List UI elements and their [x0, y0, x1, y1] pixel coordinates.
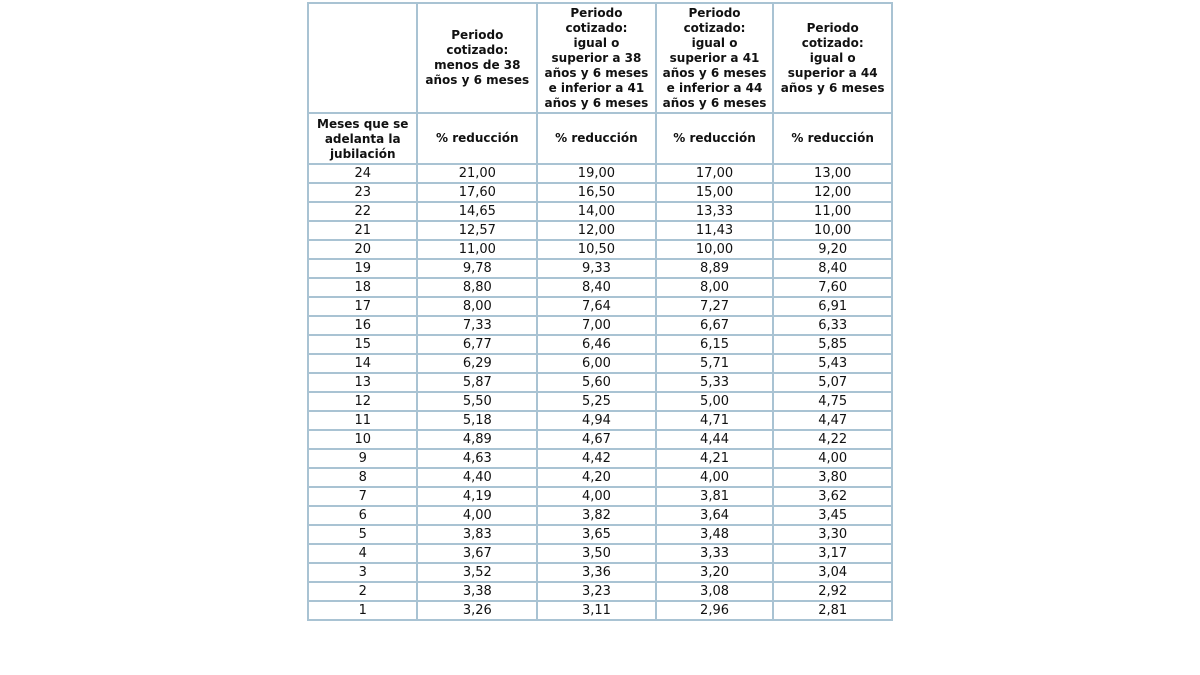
- column-header-line: años y 6 meses: [425, 73, 530, 87]
- subheader-cell: % reducción: [656, 113, 774, 164]
- column-header-line: cotizado:: [683, 20, 746, 35]
- column-header-line: superior a 44: [787, 65, 878, 80]
- reduction-cell: 4,22: [773, 430, 892, 449]
- column-header-line: superior a 41: [669, 50, 760, 65]
- reduction-cell: 5,43: [773, 354, 892, 373]
- months-cell: 12: [308, 392, 417, 411]
- reduction-cell: 8,00: [656, 278, 774, 297]
- months-cell: 21: [308, 221, 417, 240]
- months-cell: 19: [308, 259, 417, 278]
- reduction-cell: 12,00: [773, 183, 892, 202]
- reduction-cell: 3,08: [656, 582, 774, 601]
- reduction-cell: 4,47: [773, 411, 892, 430]
- column-header-line: años y 6 meses: [544, 95, 649, 110]
- reduction-cell: 11,43: [656, 221, 774, 240]
- reduction-cell: 5,07: [773, 373, 892, 392]
- months-cell: 11: [308, 411, 417, 430]
- reduction-cell: 3,11: [537, 601, 656, 620]
- reduction-cell: 14,00: [537, 202, 656, 221]
- reduction-cell: 17,00: [656, 164, 774, 183]
- reduction-cell: 2,92: [773, 582, 892, 601]
- column-header-line: años y 6 meses: [780, 80, 885, 95]
- column-header-line: Periodo: [806, 20, 859, 35]
- table-row: [308, 411, 892, 430]
- reduction-cell: 3,30: [773, 525, 892, 544]
- reduction-cell: 7,00: [537, 316, 656, 335]
- reduction-cell: 4,00: [417, 506, 537, 525]
- months-cell: 22: [308, 202, 417, 221]
- reduction-cell: 6,15: [656, 335, 774, 354]
- row-label-header-line: Meses que se: [317, 117, 409, 131]
- column-header-line: Periodo: [688, 5, 741, 20]
- reduction-cell: 4,75: [773, 392, 892, 411]
- reduction-cell: 4,94: [537, 411, 656, 430]
- reduction-cell: 3,65: [537, 525, 656, 544]
- subheader-cell: % reducción: [773, 113, 892, 164]
- column-header-line: e inferior a 44: [666, 80, 763, 95]
- reduction-cell: 4,19: [417, 487, 537, 506]
- reduction-cell: 8,40: [537, 278, 656, 297]
- table-row: [308, 601, 892, 620]
- reduction-cell: 21,00: [417, 164, 537, 183]
- reduction-table: [307, 2, 893, 621]
- reduction-cell: 9,78: [417, 259, 537, 278]
- reduction-cell: 5,33: [656, 373, 774, 392]
- months-cell: 1: [308, 601, 417, 620]
- reduction-cell: 4,00: [656, 468, 774, 487]
- reduction-cell: 6,67: [656, 316, 774, 335]
- reduction-cell: 5,60: [537, 373, 656, 392]
- row-label-header-line: jubilación: [329, 147, 396, 161]
- table-row: [308, 506, 892, 525]
- months-cell: 14: [308, 354, 417, 373]
- reduction-cell: 4,44: [656, 430, 774, 449]
- months-cell: 15: [308, 335, 417, 354]
- months-cell: 8: [308, 468, 417, 487]
- reduction-cell: 13,33: [656, 202, 774, 221]
- reduction-cell: 12,57: [417, 221, 537, 240]
- reduction-cell: 4,00: [773, 449, 892, 468]
- reduction-cell: 9,20: [773, 240, 892, 259]
- months-cell: 7: [308, 487, 417, 506]
- table-row: [308, 430, 892, 449]
- column-header-line: menos de 38: [434, 58, 521, 72]
- reduction-cell: 3,26: [417, 601, 537, 620]
- corner-cell: [308, 3, 417, 113]
- reduction-cell: 11,00: [417, 240, 537, 259]
- column-header-line: cotizado:: [565, 20, 628, 35]
- column-header-line: años y 6 meses: [544, 65, 649, 80]
- column-header-line: Periodo: [451, 28, 504, 42]
- reduction-cell: 3,82: [537, 506, 656, 525]
- reduction-cell: 6,00: [537, 354, 656, 373]
- row-label-header-line: adelanta la: [324, 132, 401, 146]
- months-cell: 2: [308, 582, 417, 601]
- reduction-cell: 14,65: [417, 202, 537, 221]
- column-header-line: e inferior a 41: [548, 80, 645, 95]
- reduction-cell: 5,18: [417, 411, 537, 430]
- table-row: [308, 468, 892, 487]
- table-row: [308, 449, 892, 468]
- column-header: [417, 3, 537, 113]
- table-row: [308, 240, 892, 259]
- row-label-header: [308, 113, 417, 164]
- months-cell: 18: [308, 278, 417, 297]
- reduction-cell: 5,00: [656, 392, 774, 411]
- months-cell: 17: [308, 297, 417, 316]
- months-cell: 9: [308, 449, 417, 468]
- reduction-cell: 2,81: [773, 601, 892, 620]
- reduction-cell: 3,36: [537, 563, 656, 582]
- column-header-line: superior a 38: [551, 50, 642, 65]
- reduction-cell: 4,40: [417, 468, 537, 487]
- reduction-cell: 3,48: [656, 525, 774, 544]
- reduction-cell: 7,33: [417, 316, 537, 335]
- column-header-line: cotizado:: [446, 43, 509, 57]
- subheader-cell: % reducción: [417, 113, 537, 164]
- column-header-line: años y 6 meses: [662, 65, 767, 80]
- subheader-row: [308, 113, 892, 164]
- reduction-cell: 3,50: [537, 544, 656, 563]
- reduction-cell: 9,33: [537, 259, 656, 278]
- reduction-cell: 3,04: [773, 563, 892, 582]
- column-header-line: años y 6 meses: [662, 95, 767, 110]
- table-body: [308, 164, 892, 620]
- table-row: [308, 183, 892, 202]
- reduction-cell: 5,71: [656, 354, 774, 373]
- reduction-cell: 7,27: [656, 297, 774, 316]
- reduction-cell: 6,77: [417, 335, 537, 354]
- reduction-cell: 19,00: [537, 164, 656, 183]
- table-row: [308, 354, 892, 373]
- reduction-cell: 8,89: [656, 259, 774, 278]
- column-header-line: igual o: [809, 50, 856, 65]
- months-cell: 3: [308, 563, 417, 582]
- reduction-cell: 3,45: [773, 506, 892, 525]
- months-cell: 24: [308, 164, 417, 183]
- reduction-cell: 4,21: [656, 449, 774, 468]
- months-cell: 5: [308, 525, 417, 544]
- months-cell: 10: [308, 430, 417, 449]
- reduction-cell: 3,62: [773, 487, 892, 506]
- table-row: [308, 525, 892, 544]
- reduction-cell: 15,00: [656, 183, 774, 202]
- column-header-line: Periodo: [570, 5, 623, 20]
- reduction-cell: 3,17: [773, 544, 892, 563]
- reduction-cell: 3,64: [656, 506, 774, 525]
- reduction-cell: 4,63: [417, 449, 537, 468]
- reduction-cell: 8,80: [417, 278, 537, 297]
- reduction-cell: 10,00: [773, 221, 892, 240]
- reduction-cell: 6,29: [417, 354, 537, 373]
- reduction-cell: 12,00: [537, 221, 656, 240]
- reduction-cell: 3,23: [537, 582, 656, 601]
- months-cell: 23: [308, 183, 417, 202]
- column-header-line: igual o: [573, 35, 620, 50]
- subheader-cell: % reducción: [537, 113, 656, 164]
- table-row: [308, 278, 892, 297]
- column-header-line: igual o: [691, 35, 738, 50]
- reduction-cell: 4,71: [656, 411, 774, 430]
- column-header-line: cotizado:: [801, 35, 864, 50]
- reduction-cell: 2,96: [656, 601, 774, 620]
- reduction-cell: 3,33: [656, 544, 774, 563]
- reduction-cell: 3,38: [417, 582, 537, 601]
- table-row: [308, 164, 892, 183]
- months-cell: 6: [308, 506, 417, 525]
- reduction-cell: 13,00: [773, 164, 892, 183]
- reduction-cell: 10,50: [537, 240, 656, 259]
- table-row: [308, 582, 892, 601]
- reduction-cell: 3,83: [417, 525, 537, 544]
- reduction-cell: 5,25: [537, 392, 656, 411]
- table-row: [308, 392, 892, 411]
- table-row: [308, 487, 892, 506]
- table-row: [308, 259, 892, 278]
- table-row: [308, 202, 892, 221]
- reduction-cell: 17,60: [417, 183, 537, 202]
- months-cell: 13: [308, 373, 417, 392]
- months-cell: 20: [308, 240, 417, 259]
- reduction-cell: 6,33: [773, 316, 892, 335]
- reduction-cell: 4,89: [417, 430, 537, 449]
- reduction-cell: 4,67: [537, 430, 656, 449]
- table-row: [308, 563, 892, 582]
- table-row: [308, 297, 892, 316]
- reduction-cell: 7,60: [773, 278, 892, 297]
- header-row: [308, 3, 892, 113]
- column-header: [656, 3, 774, 113]
- reduction-cell: 6,46: [537, 335, 656, 354]
- reduction-cell: 5,85: [773, 335, 892, 354]
- reduction-cell: 4,00: [537, 487, 656, 506]
- reduction-cell: 4,20: [537, 468, 656, 487]
- reduction-cell: 3,81: [656, 487, 774, 506]
- reduction-cell: 7,64: [537, 297, 656, 316]
- table-row: [308, 221, 892, 240]
- table-row: [308, 335, 892, 354]
- reduction-cell: 3,80: [773, 468, 892, 487]
- reduction-cell: 5,87: [417, 373, 537, 392]
- reduction-cell: 8,40: [773, 259, 892, 278]
- table-row: [308, 373, 892, 392]
- column-header: [537, 3, 656, 113]
- reduction-cell: 6,91: [773, 297, 892, 316]
- reduction-cell: 4,42: [537, 449, 656, 468]
- months-cell: 16: [308, 316, 417, 335]
- reduction-cell: 16,50: [537, 183, 656, 202]
- table-row: [308, 316, 892, 335]
- months-cell: 4: [308, 544, 417, 563]
- table-row: [308, 544, 892, 563]
- reduction-cell: 3,20: [656, 563, 774, 582]
- reduction-cell: 10,00: [656, 240, 774, 259]
- reduction-cell: 3,52: [417, 563, 537, 582]
- reduction-cell: 5,50: [417, 392, 537, 411]
- reduction-cell: 3,67: [417, 544, 537, 563]
- column-header: [773, 3, 892, 113]
- reduction-cell: 8,00: [417, 297, 537, 316]
- reduction-cell: 11,00: [773, 202, 892, 221]
